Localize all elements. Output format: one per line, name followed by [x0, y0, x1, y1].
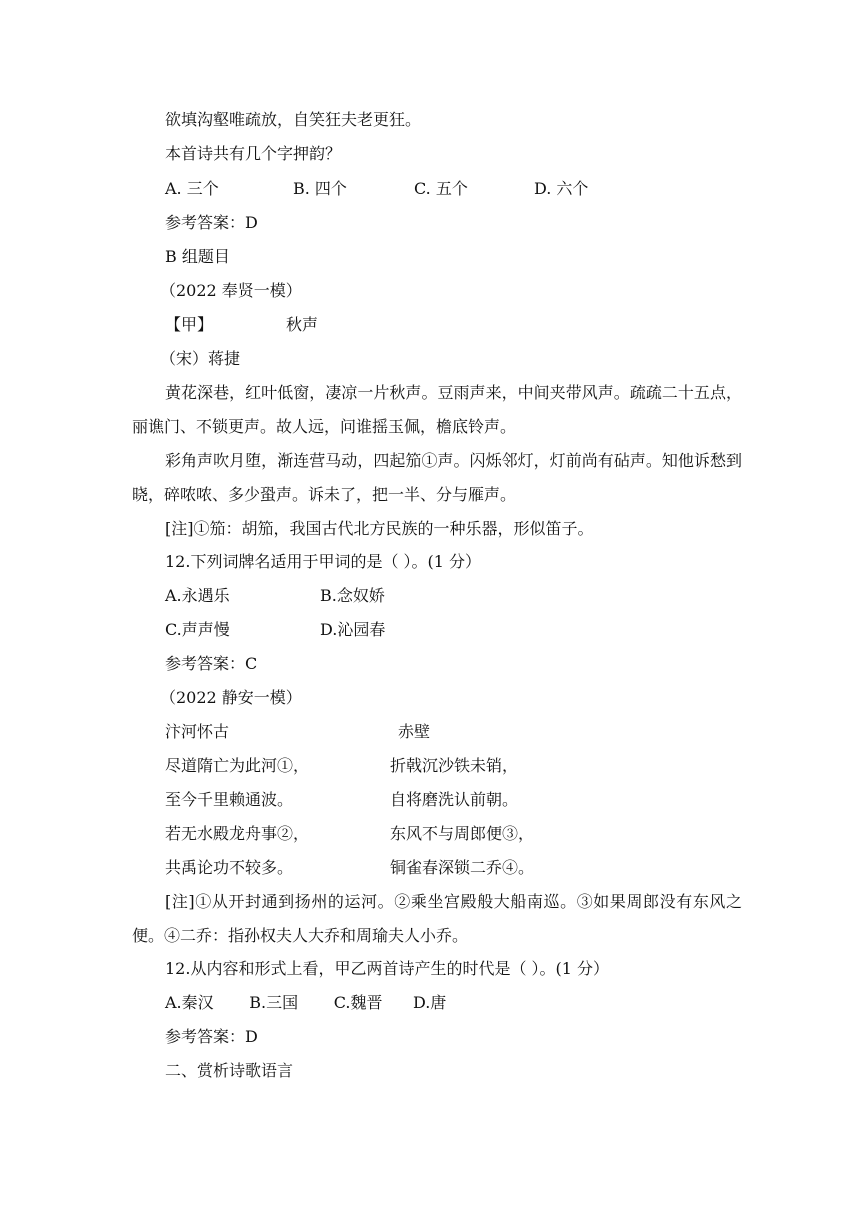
- footnote: [注]①笳：胡笳，我国古代北方民族的一种乐器，形似笛子。: [165, 519, 594, 538]
- poem-line: 东风不与周郎便③，: [390, 824, 535, 843]
- option-d: D.沁园春: [320, 620, 386, 639]
- poem-line: 若无水殿龙舟事②，: [165, 824, 310, 843]
- poem-line: 折戟沉沙铁未销，: [390, 756, 519, 775]
- poem-line: 铜雀春深锁二乔④。: [390, 858, 535, 877]
- question-text: 12.从内容和形式上看，甲乙两首诗产生的时代是（ ）。(1 分）: [165, 959, 610, 978]
- option-c: C.声声慢: [165, 620, 230, 639]
- poem-line: 共禹论功不较多。: [165, 858, 294, 877]
- poem-author: （宋）蒋捷: [160, 349, 241, 368]
- option-a: A. 三个: [165, 179, 219, 198]
- poem-title: 赤壁: [398, 722, 431, 741]
- poem-paragraph: 彩角声吹月堕，渐连营马动，四起笳①声。闪烁邻灯，灯前尚有砧声。知他诉愁到晓，碎哝哝、多少蛩声。诉未了，把一半、分与雁声。: [132, 451, 742, 504]
- option-d: D. 六个: [534, 179, 589, 198]
- footnote: [注]①从开封通到扬州的运河。②乘坐宫殿般大船南巡。③如果周郎没有东风之便。④二乔：指孙权夫人大乔和周瑜夫人小乔。: [132, 892, 742, 945]
- poem-line: 自将磨洗认前朝。: [390, 790, 519, 809]
- section-heading: 二、赏析诗歌语言: [165, 1061, 294, 1080]
- poem-title: 秋声: [286, 315, 319, 334]
- poem-line: 尽道隋亡为此河①，: [165, 756, 310, 775]
- poem-line: 欲填沟壑唯疏放，自笑狂夫老更狂。: [165, 110, 422, 129]
- option-b: B. 四个: [293, 179, 347, 198]
- option-b: B.念奴娇: [320, 586, 385, 605]
- poem-title: 汴河怀古: [165, 722, 230, 741]
- answer-text: 参考答案：D: [165, 1027, 258, 1046]
- option-c: C. 五个: [414, 179, 468, 198]
- group-heading: B 组题目: [165, 247, 230, 266]
- options-row: A.秦汉 B.三国 C.魏晋 D.唐: [165, 993, 447, 1012]
- source-label: （2022 静安一模）: [160, 688, 302, 707]
- question-text: 12.下列词牌名适用于甲词的是（ ）。(1 分）: [165, 552, 482, 571]
- answer-text: 参考答案：D: [165, 213, 258, 232]
- option-a: A.永遇乐: [165, 586, 230, 605]
- poem-marker: 【甲】: [165, 315, 214, 334]
- poem-paragraph: 黄花深巷，红叶低窗，凄凉一片秋声。豆雨声来，中间夹带风声。疏疏二十五点，丽谯门、不锁更声。故人远，问谁摇玉佩，檐底铃声。: [132, 383, 742, 436]
- source-label: （2022 奉贤一模）: [160, 281, 302, 300]
- question-text: 本首诗共有几个字押韵？: [165, 144, 342, 163]
- answer-text: 参考答案：C: [165, 654, 258, 673]
- poem-line: 至今千里赖通波。: [165, 790, 294, 809]
